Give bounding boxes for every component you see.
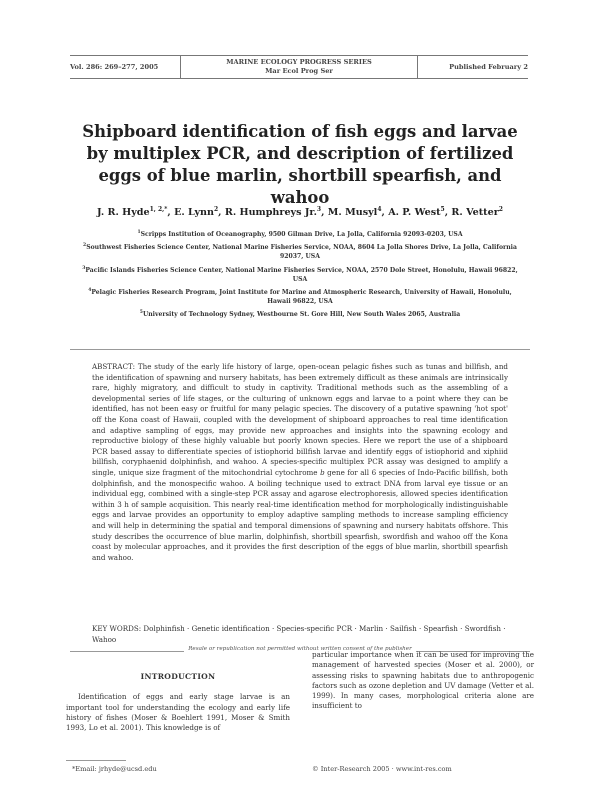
author: R. Vetter$^2$ [451,206,503,219]
abstract: ABSTRACT: The study of the early life history of large, open-ocean pelagic fishes such as tunas and billfish, and the identification of spawning and nursery habitats, has been extremely difficult as these animals are intrinsically rare, highly migratory, and difficult to study in captivity. Traditional methods such as the assembling of a developmental series of life stages, or the culturing of unknown eggs and larvae to a point where they can be identified, has not been easy or fruitful for many pelagic species. The discovery of a putative spawning 'hot spot' off the Kona coast of Hawaii, coupled with the development of shipboard approaches to real time identification and adaptive sampling of eggs, may provide new approaches and insights into the spawning ecology and reproductive biology of these highly valuable but poorly known species. Here we report the use of a shipboard PCR based assay to differentiate species of istiophorid billfish larvae and identify eggs of istiophorid and xiphiid billfish, coryphaenid dolphinfish, and wahoo. A species-specific multiplex PCR assay was designed to amplify a single, unique size fragment of the mitochondrial cytochrome b gene for all 6 species of Indo-Pacific billfish, both dolphinfish, and the monospecific wahoo. A boiling technique used to extract DNA from larval eye tissue or an individual egg, combined with a single-step PCR assay and agarose electrophoresis, allowed species identification within 3 h of sample acquisition. This nearly real-time identification method for morphologically indistinguishable eggs and larvae provides an opportunity to employ adaptive sampling methods to increase sampling efficiency and will help in determining the spatial and temporal dimensions of spawning and nursery habitats offshore. This study describes the occurrence of blue marlin, dolphinfish, shortbill spearfish, swordfish and wahoo off the Kona coast by molecular approaches, and it provides the first description of the eggs of blue marlin, shortbill spearfish and wahoo. [92,362,508,562]
intro-right-column [312,650,534,712]
affiliation: $^5$University of Technology Sydney, Westbourne St. Gore Hill, New South Wales 2065, Australia [139,310,461,319]
abstract-label: ABSTRACT: [92,362,135,371]
corresponding-email: *Email: jrhyde@ucsd.edu [72,765,157,773]
affiliation: $^2$Southwest Fisheries Science Center, National Marine Fisheries Service, NOAA, 8604 La Jolla Shores Drive, La Jolla, California 92037, USA [83,243,517,261]
keywords-label: KEY WORDS: [92,624,142,633]
author: J. R. Hyde$^{1, 2,*}$, [97,206,175,219]
citation-text: Vol. 286: 269–277, 2005 [70,63,159,71]
paper-title: Shipboard identification of fish eggs and larvae by multiplex PCR, and description of fertilized eggs of blue marlin, shortbill spearfish, and wahoo [82,122,518,207]
author: A. P. West$^5$, [388,206,452,219]
citation-line [70,55,180,79]
journal-name: MARINE ECOLOGY PROGRESS SERIES [226,58,372,66]
footnote-rule [66,760,126,761]
section-heading-introduction: INTRODUCTION [140,672,216,681]
journal-abbrev: Mar Ecol Prog Ser [265,67,333,75]
journal-header [180,55,418,79]
author: R. Humphreys Jr.$^3$, [224,206,328,219]
author: E. Lynn$^2$, [174,206,225,219]
republication-notice: Resale or republication not permitted without written consent of the publisher [70,646,530,652]
keywords: KEY WORDS: Dolphinfish · Genetic identification · Species-specific PCR · Marlin · Sailfish · Spearfish · Swordfish · Wahoo [92,624,506,644]
abstract-top-rule [70,349,530,350]
author: M. Musyl$^4$, [327,206,389,219]
affiliation: $^3$Pacific Islands Fisheries Science Center, National Marine Fisheries Service, NOAA, 2570 Dole Street, Honolulu, Hawaii 96822, USA [82,266,518,284]
intro-paragraph-continued: particular importance when it can be used for improving the management of harvested species (Moser et al. 2000), or assessing risks to spawning habitats due to anthropogenic factors such as ozone depletion and UV damage (Vetter et al. 1999). In many cases, morphological criteria alone are insufficient to [312,650,534,711]
affiliation: $^4$Pelagic Fisheries Research Program, Joint Institute for Marine and Atmospheric Research, University of Hawaii, Honolulu, Hawaii 96822, USA [88,288,512,306]
copyright: © Inter-Research 2005 · www.int-res.com [312,765,452,773]
affiliation: $^1$Scripps Institution of Oceanography, 9500 Gilman Drive, La Jolla, California 92093-0203, USA [137,230,463,239]
intro-paragraph: Identification of eggs and early stage larvae is an important tool for understanding the ecology and early life history of fishes (Moser & Boehlert 1991, Moser & Smith 1993, Lo et al. 2001). This knowledge is of [66,692,290,733]
published-date [416,55,528,79]
author-list [70,206,530,218]
published-text: Published February 2 [449,63,528,71]
intro-left-column [66,672,290,733]
